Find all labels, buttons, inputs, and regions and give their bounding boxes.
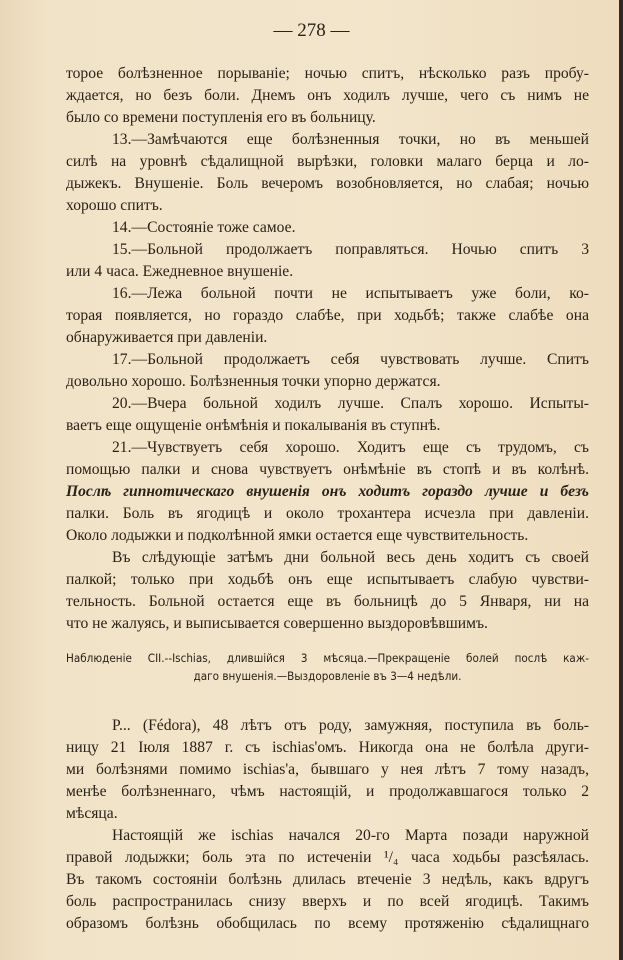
text-line: Послѣ гипнотическаго внушенія онъ ходитъ гораздо лучше и безъ: [66, 483, 589, 500]
text-line: 16.—Лежа больной почти не испытываетъ уже боли, ко-: [112, 285, 589, 302]
observation-caption-line-1: Наблюденіе CII.--Ischias, длившійся 3 мѣсяца.—Прекращеніе болей послѣ каж-: [66, 651, 589, 665]
text-line: ницу 21 Іюля 1887 г. съ ischias'омъ. Никогда она не болѣла други-: [66, 739, 589, 756]
text-line: 21.—Чувствуетъ себя хорошо. Ходитъ еще съ трудомъ, съ: [112, 439, 589, 456]
text-line: ваетъ еще ощущеніе онѣмѣнія и покалыванія въ ступнѣ.: [66, 417, 441, 434]
text-line: что не жалуясь, и выписывается совершенно выздоровѣвшимъ.: [66, 615, 488, 632]
text-line: ми болѣзнями помимо ischias'а, бывшаго у нея лѣтъ 7 тому назадъ,: [66, 761, 589, 778]
text-line: торое болѣзненное порываніе; ночью спитъ, нѣсколько разъ пробу-: [66, 65, 589, 82]
text-line: дыжекъ. Внушеніе. Боль вечеромъ возобновляется, но слабая; ночью: [66, 175, 589, 192]
text-line: обнаруживается при давленіи.: [66, 329, 268, 346]
text-line: Настоящій же ischias начался 20-го Марта позади наружной: [112, 827, 589, 844]
text-line: ждается, но безъ боли. Днемъ онъ ходилъ лучше, чего съ нимъ не: [66, 87, 589, 104]
text-line: 17.—Больной продолжаетъ себя чувствовать лучше. Спитъ: [112, 351, 589, 368]
text-line: было со времени поступленія его въ больницу.: [66, 109, 376, 126]
text-line: палкой; только при ходьбѣ онъ еще испытываетъ слабую чувстви-: [66, 571, 589, 588]
text-line: P... (Fédora), 48 лѣтъ отъ роду, замужняя, поступила въ боль-: [112, 717, 589, 734]
text-line: Въ такомъ состояніи болѣзнь длилась втеченіе 3 недѣль, какъ вдругъ: [66, 871, 589, 888]
observation-caption-line-2: даго внушенія.—Выздоровленіе въ 3—4 недѣли.: [193, 669, 462, 683]
text-line: или 4 часа. Ежедневное внушеніе.: [66, 263, 294, 280]
text-line: Въ слѣдующіе затѣмъ дни больной весь день ходитъ съ своей: [112, 549, 589, 566]
text-line: 14.—Состояніе тоже самое.: [112, 219, 296, 236]
text-line: силѣ на уровнѣ сѣдалищной вырѣзки, головки малаго берца и ло-: [66, 153, 589, 170]
text-line: довольно хорошо. Болѣзненныя точки упорно держатся.: [66, 373, 441, 390]
text-line: 13.—Замѣчаются еще болѣзненныя точки, но въ меньшей: [112, 131, 589, 148]
text-line: менѣе болѣзненнаго, чѣмъ настоящій, и продолжавшагося только 2: [66, 783, 589, 800]
text-line: Около лодыжки и подколѣнной ямки остается еще чувствительность.: [66, 527, 529, 544]
text-line: тельность. Больной остается еще въ больницѣ до 5 Января, ни на: [66, 593, 589, 610]
text-line: мѣсяца.: [66, 805, 118, 822]
text-line: торая появляется, но гораздо слабѣе, при ходьбѣ; также слабѣе она: [66, 307, 589, 324]
text-line: боль распространилась снизу вверхъ и по всей ягодицѣ. Такимъ: [66, 893, 589, 910]
page-edge-shadow: [619, 0, 623, 960]
text-line: 15.—Больной продолжаетъ поправляться. Ночью спитъ 3: [112, 241, 589, 258]
text-line: образомъ болѣзнь обобщилась по всему протяженію сѣдалищнаго: [66, 915, 589, 932]
text-line: палки. Боль въ ягодицѣ и около трохантера исчезла при давленіи.: [66, 505, 589, 522]
text-line: 20.—Вчера больной ходилъ лучше. Спалъ хорошо. Испыты-: [112, 395, 589, 412]
text-line: помощью палки и снова чувствуетъ онѣмѣніе въ стопѣ и въ колѣнѣ.: [66, 461, 589, 478]
text-line: правой лодыжки; боль эта по истеченіи ¹/₄ часа ходьбы разсѣялась.: [66, 849, 589, 866]
page-number: — 278 —: [273, 20, 350, 41]
text-line: хорошо спитъ.: [66, 197, 163, 214]
